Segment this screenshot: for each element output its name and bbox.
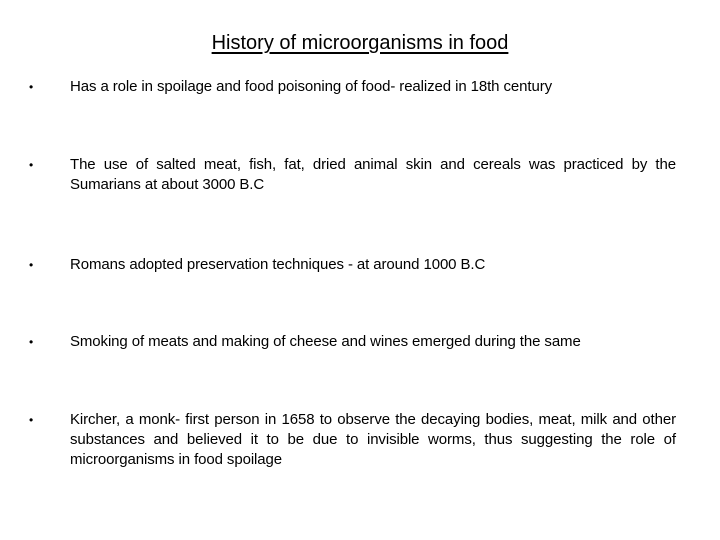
bullet-text: The use of salted meat, fish, fat, dried animal skin and cereals was practiced by the Sumarians at about 3000 B.C bbox=[70, 156, 676, 193]
bullet-text: Has a role in spoilage and food poisoning of food- realized in 18th century bbox=[70, 78, 552, 95]
bullet-marker: • bbox=[29, 258, 34, 272]
bullet-marker: • bbox=[29, 158, 34, 172]
bullet-text: Smoking of meats and making of cheese and wines emerged during the same bbox=[70, 333, 581, 350]
bullet-text: Kircher, a monk- first person in 1658 to observe the decaying bodies, meat, milk and other substances and believed it to be due to invisible worms, thus suggesting the role of microorganisms in food spoilage bbox=[70, 411, 676, 468]
bullet-marker: • bbox=[29, 80, 34, 94]
bullet-marker: • bbox=[29, 335, 34, 349]
bullet-marker: • bbox=[29, 413, 34, 427]
bullet-text: Romans adopted preservation techniques - at around 1000 B.C bbox=[70, 256, 486, 273]
slide-title: History of microorganisms in food bbox=[211, 32, 509, 54]
